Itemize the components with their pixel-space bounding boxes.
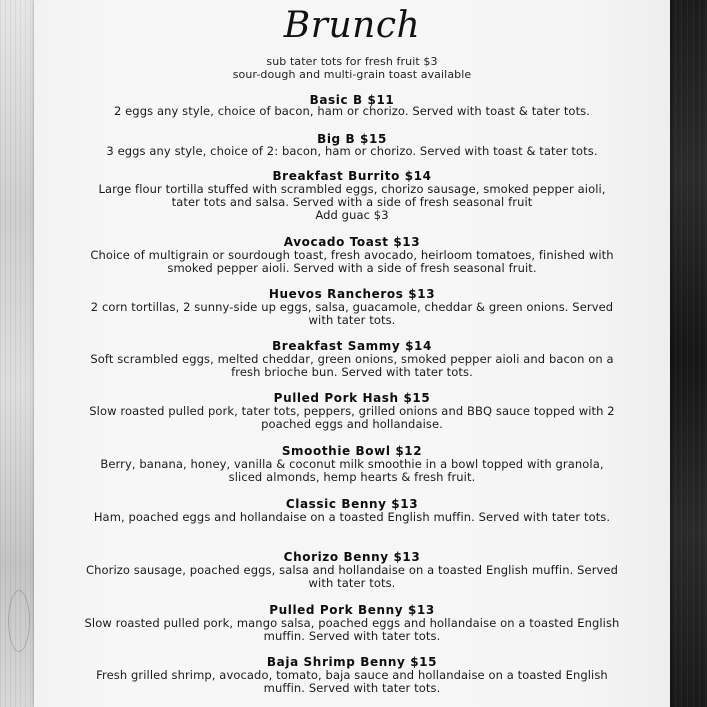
item-name-classic-benny: Classic Benny $13 [285, 497, 419, 511]
item-name-pulled-pork-benny: Pulled Pork Benny $13 [269, 603, 435, 617]
menu-note-substitution: sub tater tots for fresh fruit $3 [266, 55, 438, 68]
item-desc-huevos-rancheros: 2 corn tortillas, 2 sunny-side up eggs, salsa, guacamole, cheddar & green onions. Served with tater tots. [90, 300, 614, 327]
item-name-huevos-rancheros: Huevos Rancheros $13 [268, 287, 436, 301]
item-desc-baja-shrimp-benny: Fresh grilled shrimp, avocado, tomato, baja sauce and hollandaise on a toasted English muffin. Served with tater tots. [96, 668, 608, 695]
item-name-basic-b: Basic B $11 [309, 93, 395, 107]
item-name-big-b: Big B $15 [317, 132, 387, 146]
item-name-pulled-pork-hash: Pulled Pork Hash $15 [273, 391, 431, 405]
wood-background-left [0, 0, 36, 707]
item-desc-basic-b: 2 eggs any style, choice of bacon, ham or chorizo. Served with toast & tater tots. [113, 104, 591, 118]
item-name-breakfast-burrito: Breakfast Burrito $14 [272, 169, 432, 183]
item-desc-chorizo-benny: Chorizo sausage, poached eggs, salsa and hollandaise on a toasted English muffin. Served with tater tots. [85, 563, 619, 590]
menu-note-toast: sour-dough and multi-grain toast available [232, 68, 472, 81]
item-name-breakfast-sammy: Breakfast Sammy $14 [272, 339, 432, 353]
item-extra-breakfast-burrito: Add guac $3 [315, 208, 389, 222]
item-name-chorizo-benny: Chorizo Benny $13 [283, 550, 421, 564]
item-name-baja-shrimp-benny: Baja Shrimp Benny $15 [266, 655, 438, 669]
menu-paper [34, 0, 670, 707]
item-name-avocado-toast: Avocado Toast $13 [283, 235, 421, 249]
item-desc-breakfast-burrito: Large flour tortilla stuffed with scrambled eggs, chorizo sausage, smoked pepper aioli, tater tots and salsa. Served with a side of fresh seasonal fruit [98, 182, 606, 209]
item-desc-breakfast-sammy: Soft scrambled eggs, melted cheddar, green onions, smoked pepper aioli and bacon on a fresh brioche bun. Served with tater tots. [90, 352, 614, 379]
menu-title: Brunch [283, 5, 421, 46]
item-desc-pulled-pork-benny: Slow roasted pulled pork, mango salsa, poached eggs and hollandaise on a toasted English muffin. Served with tater tots. [84, 616, 620, 643]
item-desc-smoothie-bowl: Berry, banana, honey, vanilla & coconut milk smoothie in a bowl topped with granola, sliced almonds, hemp hearts & fresh fruit. [100, 457, 604, 484]
item-name-smoothie-bowl: Smoothie Bowl $12 [281, 444, 423, 458]
wood-background-right [669, 0, 707, 707]
item-desc-classic-benny: Ham, poached eggs and hollandaise on a toasted English muffin. Served with tater tots. [93, 510, 611, 524]
item-desc-pulled-pork-hash: Slow roasted pulled pork, tater tots, peppers, grilled onions and BBQ sauce topped with 2 poached eggs and hollandaise. [89, 404, 615, 431]
item-desc-big-b: 3 eggs any style, choice of 2: bacon, ham or chorizo. Served with toast & tater tots. [106, 144, 598, 158]
item-desc-avocado-toast: Choice of multigrain or sourdough toast, fresh avocado, heirloom tomatoes, finished with smoked pepper aioli. Served with a side of fresh seasonal fruit. [90, 248, 614, 275]
